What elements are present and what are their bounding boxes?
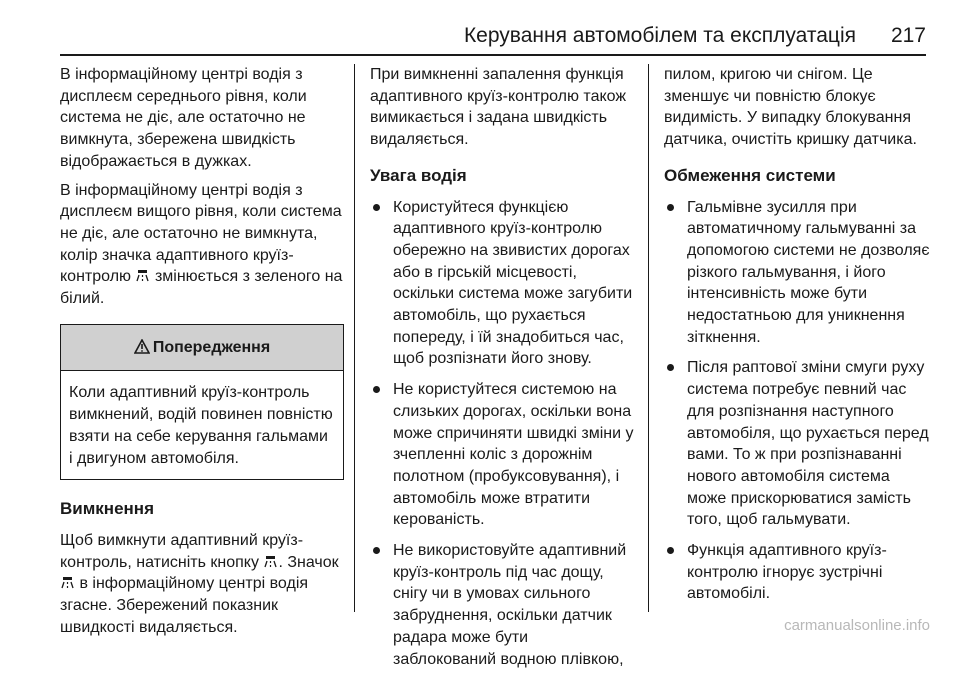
page-title: Керування автомобілем та експлуатація xyxy=(463,24,856,47)
warning-title: Попередження xyxy=(152,338,271,356)
column-middle xyxy=(370,64,634,679)
warning-box xyxy=(60,324,344,481)
warning-text: Коли адаптивний круїз-контроль вимкнений, водій повинен повністю взяти на себе керування гальмами і двигуном автомобіля. xyxy=(69,384,333,467)
bullet-list xyxy=(370,197,634,671)
paragraph xyxy=(60,530,344,639)
section-heading: Вимкнення xyxy=(60,499,154,519)
adaptive-cruise-control-icon xyxy=(136,269,149,282)
paragraph-text: змінюється з зеленого на білий. xyxy=(60,268,343,308)
list-item: Не користуйтеся системою на слизьких дорогах, оскільки вона може спричиняти швидкі зміни у зчепленні коліс з дорожнім полотном (пробуксовування), і автомобіль може втратити керованість. xyxy=(370,379,634,531)
column-right xyxy=(664,64,930,614)
page-number: 217 xyxy=(890,24,926,47)
paragraph xyxy=(60,180,344,310)
column-divider xyxy=(354,64,355,612)
list-item: Користуйтеся функцією адаптивного круїз-контролю обережно на звивистих дорогах або в гірській місцевості, оскільки система може загубити автомобіль, що рухається попереду, і їй знадобиться час, щоб розпізнати його знову. xyxy=(370,197,634,371)
warning-triangle-icon xyxy=(134,339,150,354)
section-heading: Обмеження системи xyxy=(664,165,836,185)
column-left xyxy=(60,64,344,645)
paragraph: пилом, кригою чи снігом. Це зменшує чи повністю блокує видимість. У випадку блокування датчика, очистіть кришку датчика. xyxy=(664,66,917,149)
adaptive-cruise-control-icon xyxy=(61,576,74,589)
list-item: Після раптової зміни смуги руху система потребує певний час для розпізнання наступного автомобіля, що рухається перед вами. То ж при розпізнаванні нового автомобіля система може прискорюватися замість того, щоб гальмувати. xyxy=(664,357,930,531)
column-divider xyxy=(648,64,649,612)
paragraph-text: Щоб вимкнути адаптивний круїз-контроль, натисніть кнопку xyxy=(60,531,304,571)
paragraph-text: . xyxy=(278,553,283,571)
paragraph: При вимкненні запалення функція адаптивного круїз-контролю також вимикається і задана швидкість видаляється. xyxy=(370,66,627,149)
list-item: Функція адаптивного круїз-контролю ігнорує зустрічні автомобілі. xyxy=(664,540,930,605)
list-item: Гальмівне зусилля при автоматичному гальмуванні за допомогою системи не дозволяє різкого гальмування, і його інтенсивність може бути недостатньою для уникнення зіткнення. xyxy=(664,197,930,349)
paragraph-text: в інформаційному центрі водія згасне. Збережений показник швидкості видаляється. xyxy=(60,575,309,636)
warning-header xyxy=(61,325,343,372)
bullet-list xyxy=(664,197,930,606)
list-item: Не використовуйте адаптивний круїз-контроль під час дощу, снігу чи в умовах сильного забруднення, оскільки датчик радара може бути заблокований водною плівкою, xyxy=(370,540,634,670)
section-heading: Увага водія xyxy=(370,165,467,185)
paragraph-text: В інформаційному центрі водія з дисплеєм вищого рівня, коли система не діє, але остаточно не вимкнута, колір значка адаптивного круїз-контролю xyxy=(60,181,342,286)
paragraph-text: Значок xyxy=(287,553,339,571)
adaptive-cruise-control-icon xyxy=(264,555,277,568)
watermark: carmanualsonline.info xyxy=(784,617,930,634)
page-header xyxy=(60,20,926,56)
paragraph: В інформаційному центрі водія з дисплеєм середнього рівня, коли система не діє, але остаточно не вимкнута, збережена швидкість відображається в дужках. xyxy=(60,66,307,170)
